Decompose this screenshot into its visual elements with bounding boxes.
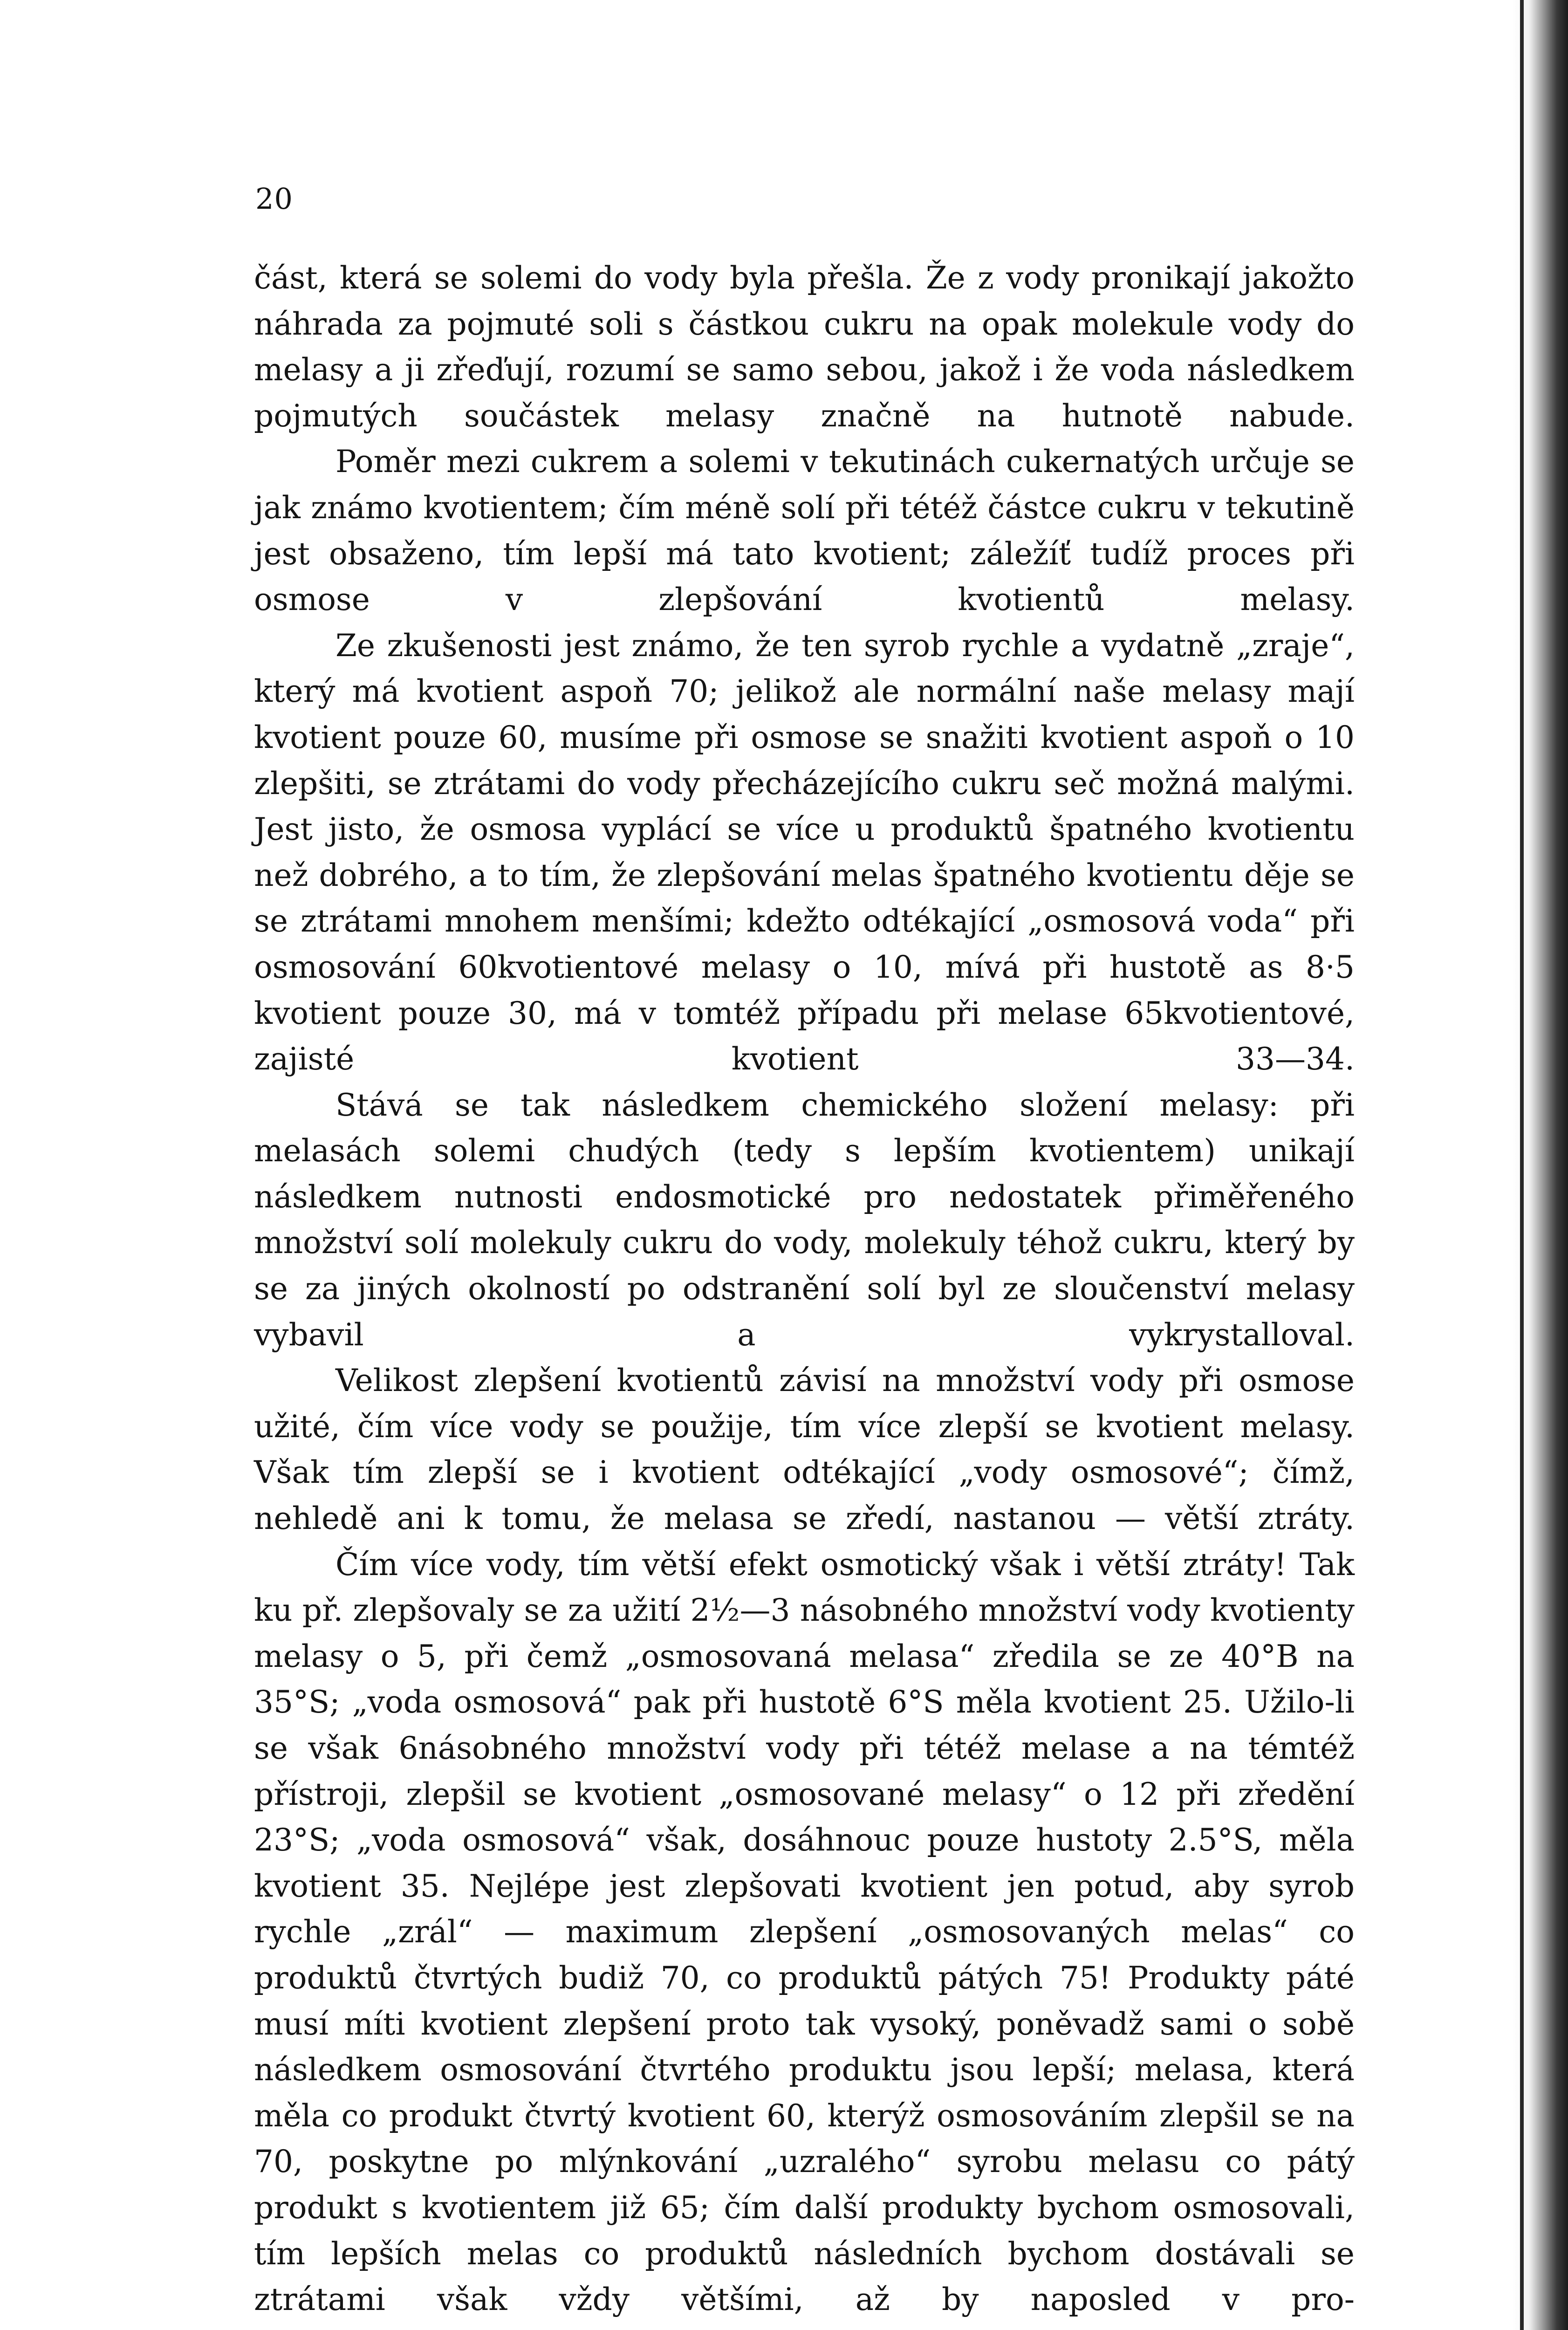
- paragraph: Čím více vody, tím větší efekt osmotický však i větší ztráty! Tak ku př. zlepšovaly se za užití 2½—3 násobného množství vody kvotienty melasy o 5, při čemž „osmosovaná melasa“ zředila se ze 40°B na 35°S; „voda osmosová“ pak při hustotě 6°S měla kvotient 25. Užilo-li se však 6násobného množství vody při tétéž melase a na témtéž přístroji, zlepšil se kvotient „osmosované melasy“ o 12 při zředění 23°S; „voda osmosová“ však, dosáhnouc pouze hustoty 2.5°S, měla kvotient 35. Nejlépe jest zlepšovati kvotient jen potud, aby syrob rychle „zrál“ — maximum zlepšení „osmosovaných melas“ co produktů čtvrtých budiž 70, co produktů pátých 75! Produkty páté musí míti kvotient zlepšení proto tak vysoký, poněvadž sami o sobě následkem osmosování čtvrtého produktu jsou lepší; melasa, která měla co produkt čtvrtý kvotient 60, kterýž osmosováním zlepšil se na 70, poskytne po mlýnkování „uzralého“ syrobu melasu co pátý produkt s kvotientem již 65; čím další produkty bychom osmosovali, tím lepších melas co produktů následních bychom dostávali se ztrátami však vždy většími, až by naposled v pro-: [254, 1546, 1355, 2318]
- paragraph: část, která se solemi do vody byla přešla. Že z vody pronikají jakožto náhrada za pojmuté soli s částkou cukru na opak molekule vody do melasy a ji zřeďují, rozumí se samo sebou, jakož i že voda následkem pojmutých součástek melasy značně na hutnotě nabude.: [254, 260, 1355, 434]
- body-text: [254, 255, 1355, 2323]
- page-edge-line: [1520, 0, 1524, 2330]
- paragraph: Poměr mezi cukrem a solemi v tekutinách cukernatých určuje se jak známo kvotientem; čím méně solí při tétéž částce cukru v tekutině jest obsaženo, tím lepší má tato kvotient; záležíť tudíž proces při osmose v zlepšování kvotientů melasy.: [254, 444, 1355, 618]
- page-number: 20: [255, 182, 293, 216]
- paragraph: Ze zkušenosti jest známo, že ten syrob rychle a vydatně „zraje“, který má kvotient aspoň 70; jelikož ale normální naše melasy mají kvotient pouze 60, musíme při osmose se snažiti kvotient aspoň o 10 zlepšiti, se ztrátami do vody přecházejícího cukru seč možná malými. Jest jisto, že osmosa vyplácí se více u produktů špatného kvotientu než dobrého, a to tím, že zlepšování melas špatného kvotientu děje se se ztrátami mnohem menšími; kdežto odtékající „osmosová voda“ při osmosování 60kvotientové melasy o 10, mívá při hustotě as 8·5 kvotient pouze 30, má v tomtéž případu při melase 65kvotientové, zajisté kvotient 33—34.: [254, 627, 1355, 1077]
- paragraph: Stává se tak následkem chemického složení melasy: při melasách solemi chudých (tedy s lepším kvotientem) unikají následkem nutnosti endosmotické pro nedostatek přiměřeného množství solí molekuly cukru do vody, molekuly téhož cukru, který by se za jiných okolností po odstranění solí byl ze sloučenství melasy vybavil a vykrystalloval.: [254, 1087, 1355, 1353]
- paragraph: Velikost zlepšení kvotientů závisí na množství vody při osmose užité, čím více vody se použije, tím více zlepší se kvotient melasy. Však tím zlepší se i kvotient odtékající „vody osmosové“; čímž, nehledě ani k tomu, že melasa se zředí, nastanou — větší ztráty.: [254, 1363, 1355, 1537]
